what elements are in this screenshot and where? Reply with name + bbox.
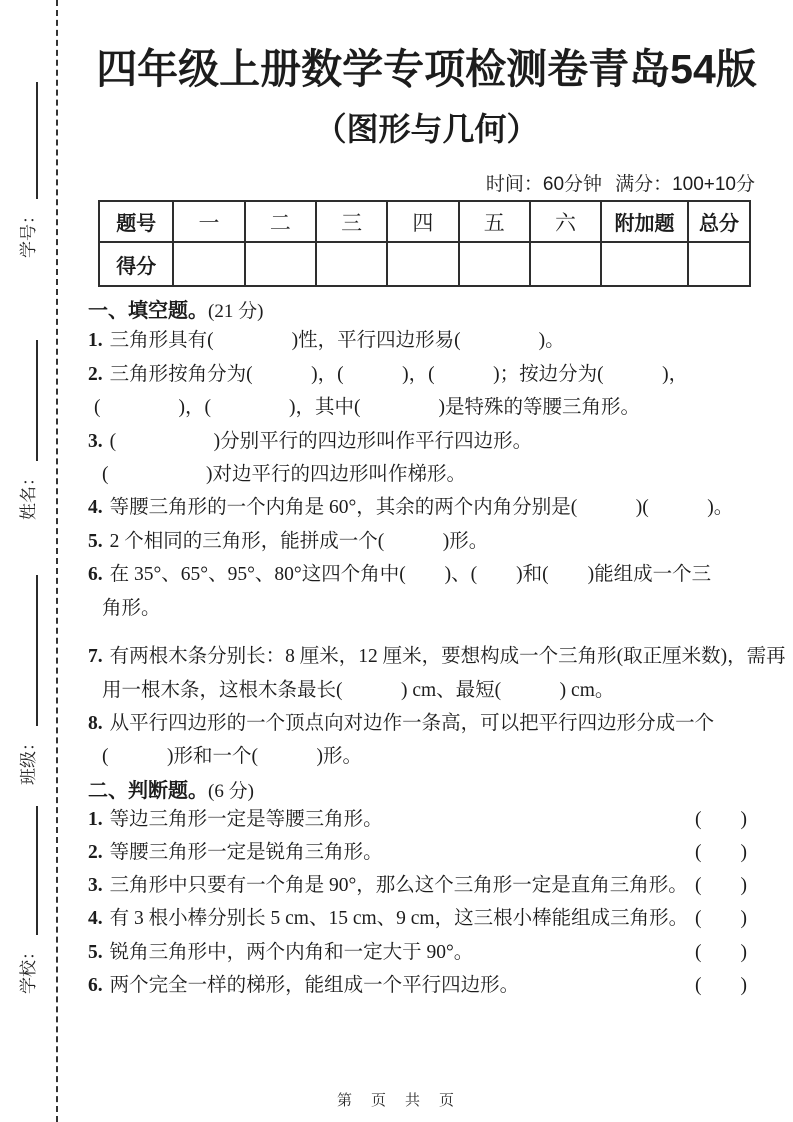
judge-q5-answer-bracket: ( ) (695, 942, 747, 963)
judge-q1 (88, 806, 747, 833)
fill-q1 (88, 327, 565, 354)
section-judge-title: 二、判断题。 (88, 780, 208, 802)
class-blank-line (36, 575, 38, 726)
score-table-score-row (99, 242, 750, 286)
fill-q4 (88, 494, 733, 521)
fill-q3-line1 (88, 428, 532, 455)
fill-q6-line2 (102, 595, 161, 622)
page-footer: 第 页 共 页 (336, 1092, 456, 1109)
exam-meta (486, 169, 755, 196)
score-table-col-3: 三 (316, 201, 387, 242)
judge-q3-number: 3. (88, 875, 103, 896)
section-judge-heading (88, 774, 254, 803)
judge-q6-text: 两个完全一样的梯形，能组成一个平行四边形。 (109, 975, 520, 996)
score-table-col-5: 五 (459, 201, 530, 242)
sidebar-field-class (14, 575, 44, 785)
judge-q3-statement (88, 872, 688, 899)
judge-q5 (88, 939, 747, 966)
sidebar-field-name (14, 340, 44, 520)
judge-q5-statement (88, 939, 473, 966)
fill-q8-line2 (102, 743, 362, 770)
school-blank-line (36, 806, 38, 935)
section-fill-title: 一、填空题。 (88, 300, 208, 322)
score-table-corner-cell: 题号 (99, 201, 173, 242)
score-table-col-2: 二 (245, 201, 316, 242)
score-cell-4 (387, 242, 458, 286)
judge-q6 (88, 972, 747, 999)
fill-q8-line1 (88, 710, 714, 737)
score-table-col-4: 四 (387, 201, 458, 242)
judge-q5-number: 5. (88, 942, 103, 963)
score-table-col-total: 总分 (688, 201, 750, 242)
q1-number: 1. (88, 330, 103, 351)
school-label: 学校： (19, 943, 38, 994)
score-cell-2 (245, 242, 316, 286)
q5-text: 2 个相同的三角形，能拼成一个( )形。 (109, 531, 489, 552)
q6-text-line2: 角形。 (102, 598, 161, 619)
judge-q6-answer-bracket: ( ) (695, 975, 747, 996)
name-blank-line (36, 340, 38, 461)
q3-number: 3. (88, 431, 103, 452)
fill-q7-line2 (102, 677, 614, 704)
score-table-header-row (99, 201, 750, 242)
judge-q3 (88, 872, 747, 899)
sidebar-field-school (14, 806, 44, 994)
judge-q1-text: 等边三角形一定是等腰三角形。 (109, 809, 383, 830)
section-fill-heading (88, 294, 263, 323)
exam-content (88, 0, 786, 1122)
score-cell-6 (530, 242, 601, 286)
page-title: 四年级上册数学专项检测卷青岛54版 (96, 46, 757, 92)
score-row-label: 得分 (99, 242, 173, 286)
q8-text-line1: 从平行四边形的一个顶点向对边作一条高，可以把平行四边形分成一个 (109, 713, 715, 734)
time-limit-text: 时间：60分钟 (485, 174, 603, 195)
judge-q4-statement (88, 905, 688, 932)
score-table-col-6: 六 (530, 201, 601, 242)
judge-q2 (88, 839, 747, 866)
q8-number: 8. (88, 713, 103, 734)
q7-number: 7. (88, 646, 103, 667)
fill-q5 (88, 528, 488, 555)
section-judge-points: (6 分) (208, 781, 254, 802)
q6-text-line1: 在 35°、65°、95°、80°这四个角中( )、( )和( )能组成一个三 (109, 564, 712, 585)
q4-number: 4. (88, 497, 103, 518)
sidebar-field-student-number (14, 82, 44, 258)
judge-q4 (88, 905, 747, 932)
judge-q6-statement (88, 972, 519, 999)
page-margin-dashed-line (56, 0, 58, 1122)
judge-q1-answer-bracket: ( ) (695, 809, 747, 830)
score-cell-5 (459, 242, 530, 286)
fill-q2-line2 (94, 394, 640, 421)
judge-q3-answer-bracket: ( ) (695, 875, 747, 896)
judge-q4-number: 4. (88, 908, 103, 929)
q7-text-line2: 用一根木条，这根木条最长( ) cm、最短( ) cm。 (102, 680, 615, 701)
student-number-blank-line (36, 82, 38, 199)
judge-q2-number: 2. (88, 842, 103, 863)
score-table-col-bonus: 附加题 (601, 201, 688, 242)
q3-text-line2: ( )对边平行的四边形叫作梯形。 (102, 464, 466, 485)
judge-q1-number: 1. (88, 809, 103, 830)
judge-q3-text: 三角形中只要有一个角是 90°，那么这个三角形一定是直角三角形。 (109, 875, 688, 896)
judge-q4-text: 有 3 根小棒分别长 5 cm、15 cm、9 cm，这三根小棒能组成三角形。 (109, 908, 689, 929)
judge-q1-statement (88, 806, 383, 833)
q8-text-line2: ( )形和一个( )形。 (102, 746, 362, 767)
fill-q6-line1 (88, 561, 711, 588)
judge-q6-number: 6. (88, 975, 103, 996)
q2-text-line1: 三角形按角分为( )，( )，( )；按边分为( )， (109, 364, 689, 385)
q2-number: 2. (88, 364, 103, 385)
q3-text-line1: ( )分别平行的四边形叫作平行四边形。 (109, 431, 533, 452)
class-label: 班级： (19, 734, 38, 785)
q2-text-line2: ( )，( )，其中( )是特殊的等腰三角形。 (94, 397, 640, 418)
q1-text: 三角形具有( )性，平行四边形易( )。 (109, 330, 565, 351)
section-fill-points: (21 分) (208, 301, 264, 322)
q6-number: 6. (88, 564, 103, 585)
fill-q2-line1 (88, 361, 688, 388)
judge-q2-text: 等腰三角形一定是锐角三角形。 (109, 842, 383, 863)
q4-text: 等腰三角形的一个内角是 60°，其余的两个内角分别是( )( )。 (109, 497, 734, 518)
score-table-col-1: 一 (173, 201, 244, 242)
score-cell-1 (173, 242, 244, 286)
q5-number: 5. (88, 531, 103, 552)
score-cell-bonus (601, 242, 688, 286)
fill-q7-line1 (88, 643, 786, 670)
student-number-label: 学号： (19, 207, 38, 258)
judge-q5-text: 锐角三角形中，两个内角和一定大于 90°。 (109, 942, 474, 963)
score-cell-3 (316, 242, 387, 286)
fill-q3-line2 (102, 461, 466, 488)
score-cell-total (688, 242, 750, 286)
name-label: 姓名： (19, 469, 38, 520)
full-score-text: 满分：100+10分 (615, 174, 755, 195)
page-subtitle: （图形与几何） (314, 111, 539, 147)
judge-q4-answer-bracket: ( ) (695, 908, 747, 929)
q7-text-line1: 有两根木条分别长：8 厘米，12 厘米，要想构成一个三角形(取正厘米数)，需再 (109, 646, 786, 667)
judge-q2-answer-bracket: ( ) (695, 842, 747, 863)
judge-q2-statement (88, 839, 383, 866)
score-table (98, 200, 751, 287)
